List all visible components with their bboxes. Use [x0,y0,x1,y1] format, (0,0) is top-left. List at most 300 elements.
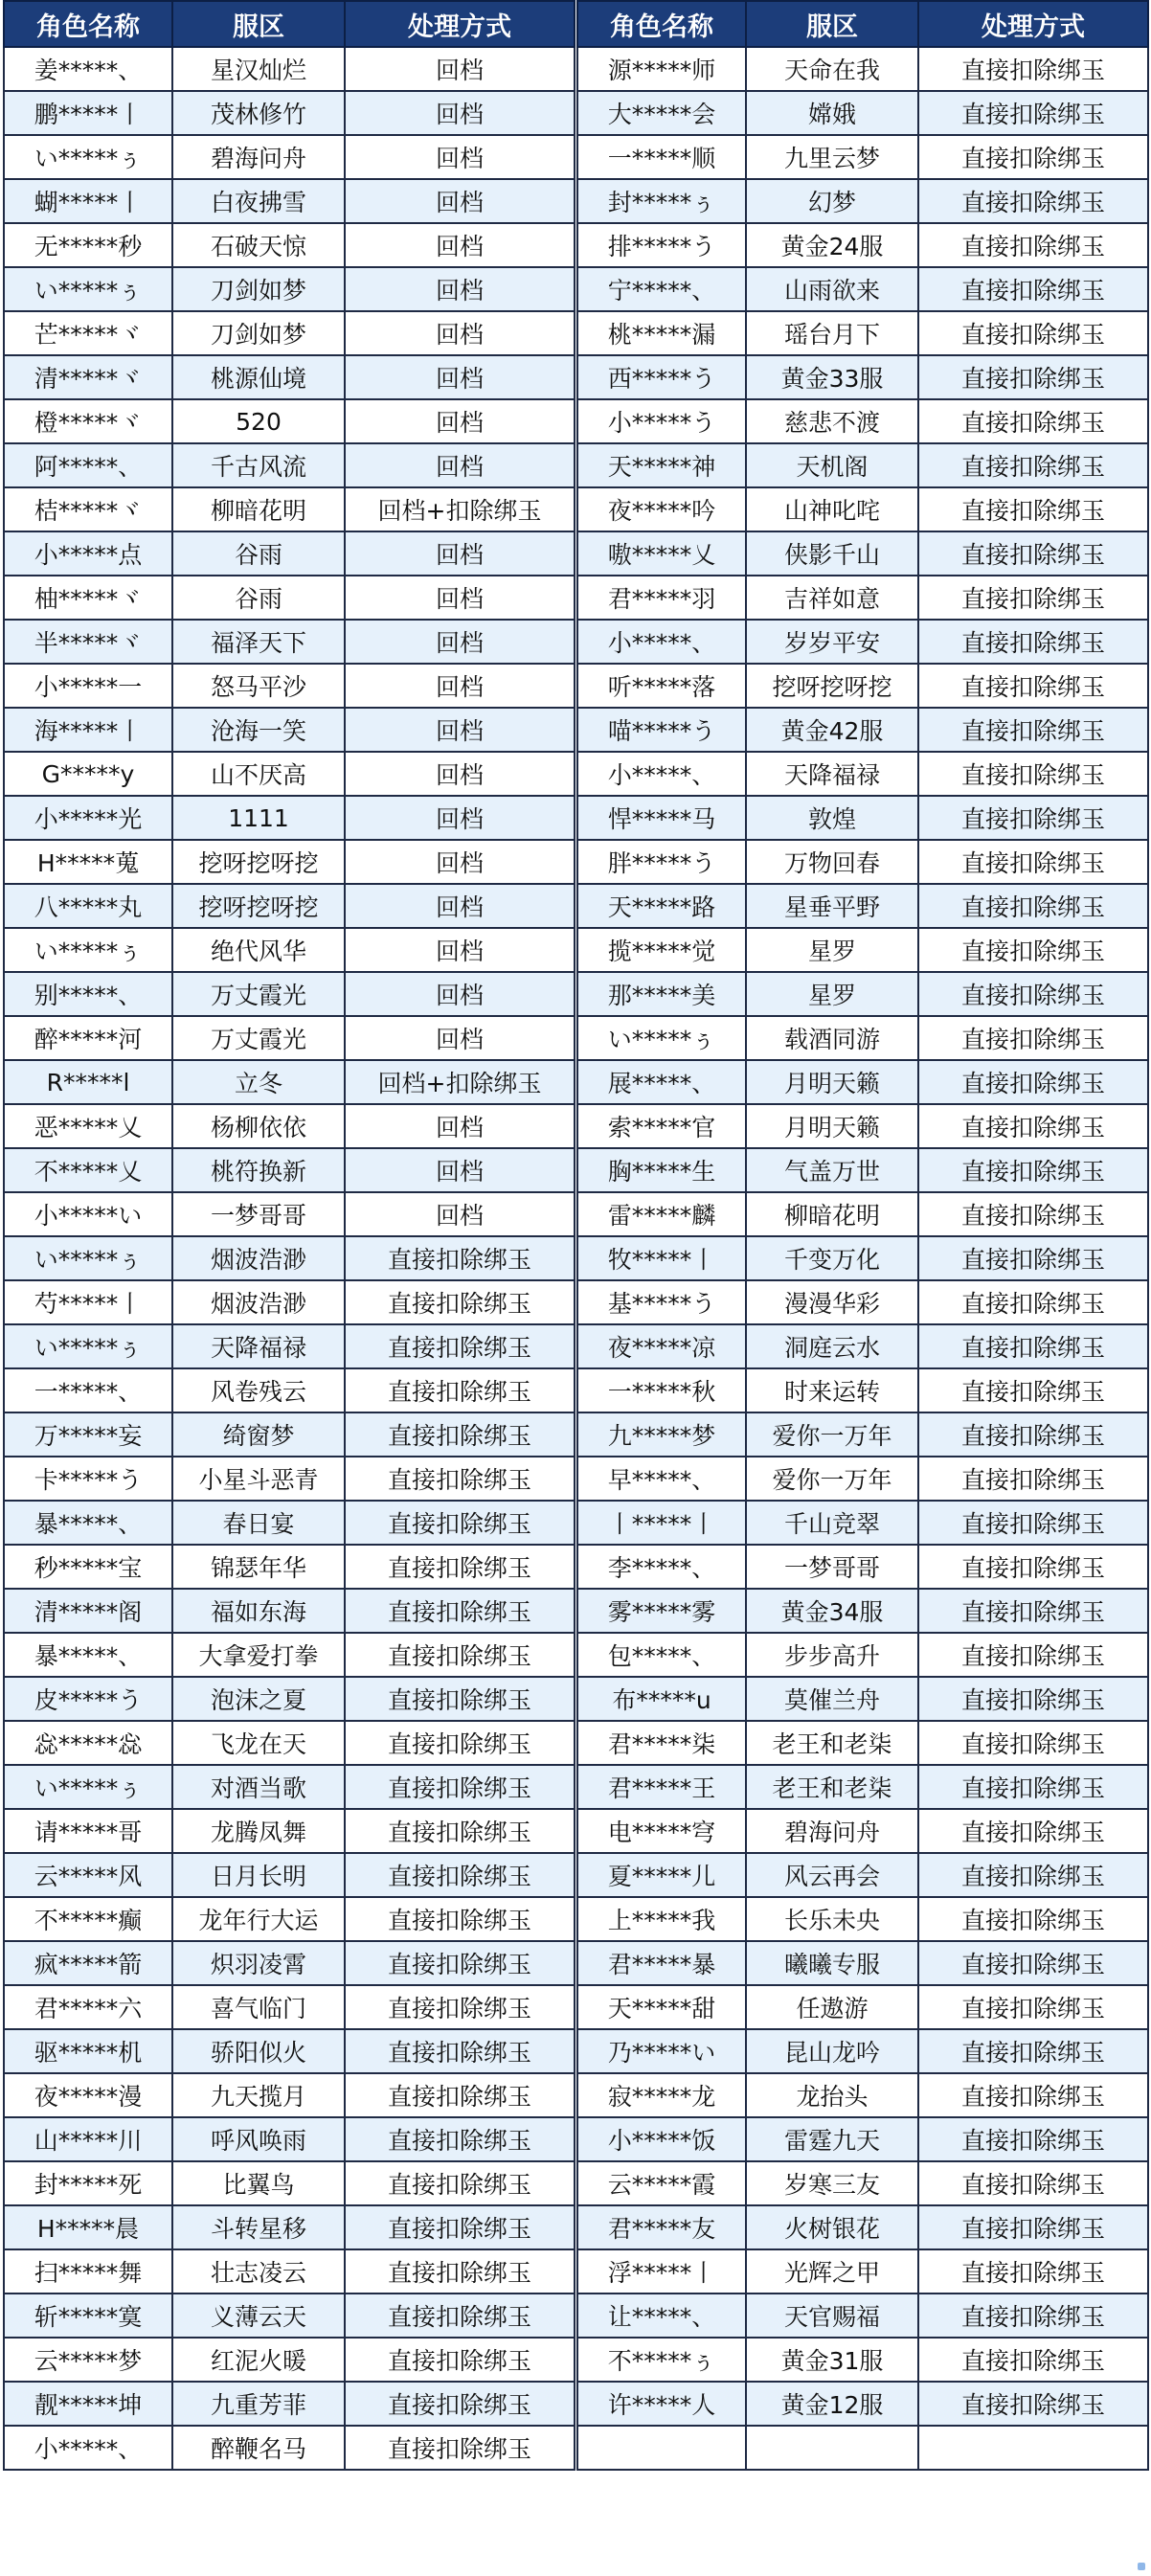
role-name-cell: 大*****会 [577,91,746,135]
server-cell: 九天揽月 [172,2073,345,2117]
action-cell: 直接扣除绑玉 [918,223,1148,267]
table-row [577,47,1148,91]
table-row [577,664,1148,708]
header-action: 处理方式 [345,1,575,47]
action-cell: 直接扣除绑玉 [918,135,1148,179]
table-row [577,1324,1148,1368]
table-row [577,2073,1148,2117]
server-cell: 骄阳似火 [172,2029,345,2073]
table-row [577,135,1148,179]
role-name-cell: 索*****官 [577,1104,746,1148]
role-name-cell: 嗷*****乂 [577,531,746,576]
table-row [577,399,1148,443]
server-cell: 谷雨 [172,576,345,620]
role-name-cell: 醉*****河 [4,1016,172,1060]
table-row [4,1324,575,1368]
server-cell: 风云再会 [746,1853,918,1897]
action-cell: 直接扣除绑玉 [345,1457,575,1501]
action-cell: 直接扣除绑玉 [345,2294,575,2338]
server-cell: 幻梦 [746,179,918,223]
role-name-cell: H*****晨 [4,2205,172,2249]
server-cell: 杨柳依依 [172,1104,345,1148]
server-cell: 万物回春 [746,840,918,884]
action-cell: 回档 [345,179,575,223]
server-cell: 黄金24服 [746,223,918,267]
table-row [577,2161,1148,2205]
server-cell: 气盖万世 [746,1148,918,1192]
role-name-cell: 清*****ヾ [4,355,172,399]
table-row [4,2073,575,2117]
server-cell: 天官赐福 [746,2294,918,2338]
table-row [577,620,1148,664]
role-name-cell: 驱*****机 [4,2029,172,2073]
action-cell: 直接扣除绑玉 [345,2382,575,2426]
action-cell: 直接扣除绑玉 [918,1016,1148,1060]
role-name-cell: 一*****秋 [577,1368,746,1412]
table-row [577,2117,1148,2161]
action-cell: 直接扣除绑玉 [918,1280,1148,1324]
action-cell: 回档 [345,1104,575,1148]
action-cell: 直接扣除绑玉 [345,2029,575,2073]
role-name-cell: 丨*****丨 [577,1501,746,1545]
action-cell: 回档 [345,267,575,311]
server-cell: 九重芳菲 [172,2382,345,2426]
role-name-cell: 不*****ぅ [577,2338,746,2382]
role-name-cell: 雷*****麟 [577,1192,746,1236]
table-row [4,443,575,487]
action-cell: 直接扣除绑玉 [345,1809,575,1853]
action-cell: 回档+扣除绑玉 [345,1060,575,1104]
role-name-cell: 小*****う [577,399,746,443]
action-cell: 直接扣除绑玉 [918,620,1148,664]
action-cell: 直接扣除绑玉 [918,1412,1148,1457]
action-cell: 回档 [345,135,575,179]
role-name-cell: 无*****秒 [4,223,172,267]
role-name-cell: 蝴*****丨 [4,179,172,223]
server-cell: 柳暗花明 [172,487,345,531]
table-row [577,487,1148,531]
role-name-cell: 芍*****丨 [4,1280,172,1324]
action-cell: 直接扣除绑玉 [345,1280,575,1324]
role-name-cell: 暴*****、 [4,1501,172,1545]
table-row [4,576,575,620]
role-name-cell: 不*****癫 [4,1897,172,1941]
table-row [4,884,575,928]
action-cell: 回档 [345,443,575,487]
server-cell: 比翼鸟 [172,2161,345,2205]
table-row [4,399,575,443]
server-cell: 桃符换新 [172,1148,345,1192]
action-cell: 直接扣除绑玉 [918,1457,1148,1501]
table-row [4,1148,575,1192]
server-cell: 一梦哥哥 [746,1545,918,1589]
role-name-cell: 万*****妄 [4,1412,172,1457]
table-row [4,1765,575,1809]
role-name-cell: 惢*****惢 [4,1721,172,1765]
action-cell: 直接扣除绑玉 [345,1765,575,1809]
server-cell: 龙抬头 [746,2073,918,2117]
server-cell: 星罗 [746,928,918,972]
action-cell: 直接扣除绑玉 [345,1677,575,1721]
action-cell: 直接扣除绑玉 [345,1985,575,2029]
table-row [4,2205,575,2249]
action-cell: 直接扣除绑玉 [918,267,1148,311]
role-name-cell: い*****ぅ [4,928,172,972]
table-row [577,1368,1148,1412]
server-cell: 万丈霞光 [172,1016,345,1060]
action-cell: 回档 [345,928,575,972]
role-name-cell: 别*****、 [4,972,172,1016]
server-cell: 义薄云天 [172,2294,345,2338]
role-name-cell: 君*****暴 [577,1941,746,1985]
action-cell: 回档 [345,796,575,840]
role-name-cell: 八*****丸 [4,884,172,928]
table-row [4,135,575,179]
server-cell: 万丈霞光 [172,972,345,1016]
table-row [577,2338,1148,2382]
table-row [4,708,575,752]
role-name-cell: 听*****落 [577,664,746,708]
table-row [577,1280,1148,1324]
action-cell: 直接扣除绑玉 [918,1765,1148,1809]
role-name-cell: 扫*****舞 [4,2249,172,2294]
action-cell: 直接扣除绑玉 [918,2294,1148,2338]
action-cell: 回档 [345,664,575,708]
role-name-cell: 桃*****漏 [577,311,746,355]
role-name-cell: 一*****顺 [577,135,746,179]
table-row [577,179,1148,223]
table-row [4,91,575,135]
table-row [577,355,1148,399]
role-name-cell: 封*****ぅ [577,179,746,223]
role-name-cell: 小*****点 [4,531,172,576]
role-name-cell: 天*****神 [577,443,746,487]
server-cell: 天命在我 [746,47,918,91]
penalty-table-right [576,0,1149,2471]
table-row [577,1148,1148,1192]
action-cell: 回档 [345,223,575,267]
table-row [577,443,1148,487]
server-cell: 星垂平野 [746,884,918,928]
server-cell: 天降福禄 [746,752,918,796]
role-name-cell: 靓*****坤 [4,2382,172,2426]
server-cell [746,2426,918,2470]
role-name-cell: 乃*****い [577,2029,746,2073]
server-cell: 醉鞭名马 [172,2426,345,2470]
header-role-name: 角色名称 [577,1,746,47]
role-name-cell: 阿*****、 [4,443,172,487]
server-cell: 喜气临门 [172,1985,345,2029]
server-cell: 九里云梦 [746,135,918,179]
role-name-cell: 姜*****、 [4,47,172,91]
action-cell: 直接扣除绑玉 [918,1368,1148,1412]
action-cell: 回档 [345,576,575,620]
role-name-cell: 封*****死 [4,2161,172,2205]
server-cell: 烟波浩渺 [172,1236,345,1280]
action-cell [918,2426,1148,2470]
server-cell: 壮志凌云 [172,2249,345,2294]
server-cell: 白夜拂雪 [172,179,345,223]
role-name-cell: 鹏*****丨 [4,91,172,135]
role-name-cell: 君*****友 [577,2205,746,2249]
table-row [577,1589,1148,1633]
action-cell: 直接扣除绑玉 [918,708,1148,752]
server-cell: 小星斗恶青 [172,1457,345,1501]
action-cell: 直接扣除绑玉 [918,531,1148,576]
server-cell: 老王和老柒 [746,1721,918,1765]
action-cell: 直接扣除绑玉 [345,1412,575,1457]
header-server: 服区 [172,1,345,47]
table-row [577,2249,1148,2294]
table-row [4,2117,575,2161]
action-cell: 直接扣除绑玉 [918,487,1148,531]
action-cell: 直接扣除绑玉 [345,1589,575,1633]
header-server: 服区 [746,1,918,47]
table-row [4,1633,575,1677]
table-row [4,1060,575,1104]
server-cell: 风卷残云 [172,1368,345,1412]
role-name-cell: 云*****梦 [4,2338,172,2382]
server-cell: 步步高升 [746,1633,918,1677]
server-cell: 谷雨 [172,531,345,576]
server-cell: 嫦娥 [746,91,918,135]
table-row [4,752,575,796]
action-cell: 直接扣除绑玉 [918,1985,1148,2029]
table-row [577,2205,1148,2249]
action-cell: 直接扣除绑玉 [345,1941,575,1985]
action-cell: 直接扣除绑玉 [918,1897,1148,1941]
table-row [4,2426,575,2470]
table-row [4,267,575,311]
server-cell: 1111 [172,796,345,840]
server-cell: 红泥火暖 [172,2338,345,2382]
table-row [577,1809,1148,1853]
table-row [4,664,575,708]
table-row [4,1589,575,1633]
role-name-cell: 夜*****凉 [577,1324,746,1368]
role-name-cell: 源*****师 [577,47,746,91]
role-name-cell: R*****l [4,1060,172,1104]
role-name-cell: 夏*****儿 [577,1853,746,1897]
action-cell: 直接扣除绑玉 [918,1545,1148,1589]
role-name-cell: 夜*****吟 [577,487,746,531]
action-cell: 直接扣除绑玉 [918,1501,1148,1545]
action-cell: 直接扣除绑玉 [345,1853,575,1897]
role-name-cell: 卡*****う [4,1457,172,1501]
role-name-cell: 君*****羽 [577,576,746,620]
table-row [4,972,575,1016]
table-row [4,311,575,355]
table-row [4,2338,575,2382]
role-name-cell: 不*****乂 [4,1148,172,1192]
server-cell: 黄金12服 [746,2382,918,2426]
action-cell: 直接扣除绑玉 [918,1192,1148,1236]
role-name-cell: 天*****路 [577,884,746,928]
table-row [577,1236,1148,1280]
header-action: 处理方式 [918,1,1148,47]
server-cell: 山神叱咤 [746,487,918,531]
table-row [4,2382,575,2426]
role-name-cell: 小*****一 [4,664,172,708]
table-row [4,2029,575,2073]
table-row [4,1236,575,1280]
role-name-cell: 喵*****う [577,708,746,752]
table-row [577,752,1148,796]
action-cell: 回档 [345,531,575,576]
role-name-cell: 浮*****丨 [577,2249,746,2294]
action-cell: 回档+扣除绑玉 [345,487,575,531]
server-cell: 老王和老柒 [746,1765,918,1809]
role-name-cell: 恶*****乂 [4,1104,172,1148]
table-row [577,708,1148,752]
role-name-cell: 小*****、 [577,752,746,796]
server-cell: 慈悲不渡 [746,399,918,443]
action-cell: 直接扣除绑玉 [918,1853,1148,1897]
server-cell: 岁岁平安 [746,620,918,664]
table-row [577,1941,1148,1985]
action-cell: 直接扣除绑玉 [345,1897,575,1941]
action-cell: 直接扣除绑玉 [345,2249,575,2294]
action-cell: 直接扣除绑玉 [918,443,1148,487]
table-header-row [577,1,1148,47]
table-row [4,1721,575,1765]
table-row [577,1985,1148,2029]
server-cell: 黄金33服 [746,355,918,399]
table-row [4,1104,575,1148]
action-cell: 回档 [345,311,575,355]
action-cell: 直接扣除绑玉 [918,1060,1148,1104]
role-name-cell: 小*****光 [4,796,172,840]
role-name-cell: 皮*****う [4,1677,172,1721]
action-cell: 直接扣除绑玉 [918,840,1148,884]
header-role-name: 角色名称 [4,1,172,47]
server-cell: 烟波浩渺 [172,1280,345,1324]
role-name-cell: 牧*****丨 [577,1236,746,1280]
server-cell: 洞庭云水 [746,1324,918,1368]
server-cell: 锦瑟年华 [172,1545,345,1589]
server-cell: 呼风唤雨 [172,2117,345,2161]
action-cell: 直接扣除绑玉 [918,884,1148,928]
table-row [577,576,1148,620]
server-cell: 岁寒三友 [746,2161,918,2205]
table-row [577,1545,1148,1589]
action-cell: 直接扣除绑玉 [918,1236,1148,1280]
server-cell: 石破天惊 [172,223,345,267]
table-row [577,1721,1148,1765]
action-cell: 直接扣除绑玉 [918,796,1148,840]
server-cell: 斗转星移 [172,2205,345,2249]
role-name-cell: 包*****、 [577,1633,746,1677]
action-cell: 直接扣除绑玉 [345,2117,575,2161]
action-cell: 直接扣除绑玉 [918,752,1148,796]
table-row [4,1280,575,1324]
action-cell: 直接扣除绑玉 [345,1545,575,1589]
server-cell: 曦曦专服 [746,1941,918,1985]
corner-mark [1138,2563,1145,2570]
role-name-cell: 寂*****龙 [577,2073,746,2117]
role-name-cell: 云*****霞 [577,2161,746,2205]
server-cell: 山雨欲来 [746,267,918,311]
table-row [4,796,575,840]
table-row [577,1501,1148,1545]
server-cell: 沧海一笑 [172,708,345,752]
table-row [4,1853,575,1897]
server-cell: 春日宴 [172,1501,345,1545]
table-row [4,2294,575,2338]
server-cell: 月明天籁 [746,1104,918,1148]
role-name-cell: い*****ぅ [4,135,172,179]
table-row [577,1853,1148,1897]
server-cell: 千古风流 [172,443,345,487]
action-cell: 直接扣除绑玉 [918,1941,1148,1985]
action-cell: 回档 [345,752,575,796]
table-row [577,2294,1148,2338]
role-name-cell: い*****ぅ [4,1765,172,1809]
table-row [577,840,1148,884]
role-name-cell: 云*****风 [4,1853,172,1897]
action-cell: 直接扣除绑玉 [345,1368,575,1412]
server-cell: 爱你一万年 [746,1457,918,1501]
action-cell: 直接扣除绑玉 [345,2073,575,2117]
table-row [4,1192,575,1236]
action-cell: 回档 [345,91,575,135]
server-cell: 刀剑如梦 [172,267,345,311]
server-cell: 任遨游 [746,1985,918,2029]
role-name-cell: 天*****甜 [577,1985,746,2029]
role-name-cell: 九*****梦 [577,1412,746,1457]
action-cell: 回档 [345,355,575,399]
action-cell: 直接扣除绑玉 [918,1633,1148,1677]
role-name-cell: 早*****、 [577,1457,746,1501]
role-name-cell: 上*****我 [577,1897,746,1941]
action-cell: 直接扣除绑玉 [918,2029,1148,2073]
role-name-cell: い*****ぅ [577,1016,746,1060]
action-cell: 回档 [345,399,575,443]
role-name-cell: 小*****、 [4,2426,172,2470]
action-cell: 直接扣除绑玉 [918,576,1148,620]
action-cell: 直接扣除绑玉 [918,91,1148,135]
role-name-cell: 半*****ヾ [4,620,172,664]
action-cell: 直接扣除绑玉 [918,47,1148,91]
table-row [577,928,1148,972]
action-cell: 直接扣除绑玉 [918,311,1148,355]
action-cell: 直接扣除绑玉 [918,1677,1148,1721]
table-row [577,1016,1148,1060]
action-cell: 直接扣除绑玉 [918,972,1148,1016]
table-row [577,91,1148,135]
role-name-cell: 李*****、 [577,1545,746,1589]
role-name-cell: 西*****う [577,355,746,399]
role-name-cell: 暴*****、 [4,1633,172,1677]
action-cell: 直接扣除绑玉 [345,1721,575,1765]
server-cell: 泡沫之夏 [172,1677,345,1721]
role-name-cell: い*****ぅ [4,267,172,311]
table-row [577,267,1148,311]
table-row [4,223,575,267]
role-name-cell: 君*****六 [4,1985,172,2029]
role-name-cell: 悍*****马 [577,796,746,840]
server-cell: 吉祥如意 [746,576,918,620]
action-cell: 直接扣除绑玉 [918,1809,1148,1853]
server-cell: 碧海问舟 [746,1809,918,1853]
action-cell: 直接扣除绑玉 [918,2338,1148,2382]
server-cell: 光辉之甲 [746,2249,918,2294]
server-cell: 立冬 [172,1060,345,1104]
table-row [577,972,1148,1016]
role-name-cell: 夜*****漫 [4,2073,172,2117]
table-row [577,1192,1148,1236]
action-cell: 直接扣除绑玉 [918,355,1148,399]
